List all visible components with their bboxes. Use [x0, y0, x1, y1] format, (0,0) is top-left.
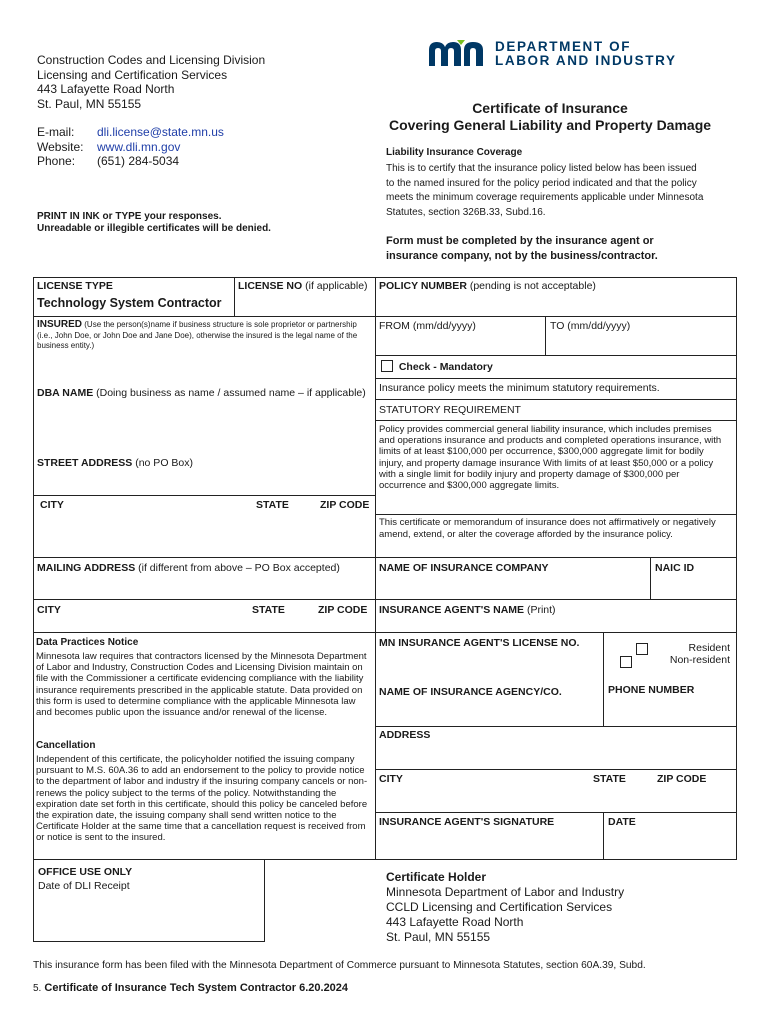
- form-title: [380, 100, 720, 134]
- city2-label[interactable]: CITY: [37, 604, 61, 616]
- must-complete-notice: Form must be completed by the insurance agent or insurance company, not by the business/contractor.: [386, 235, 658, 262]
- mn-dli-logo: [427, 40, 687, 70]
- phone-label: Phone:: [37, 154, 76, 168]
- agent-zip-field[interactable]: ZIP CODE: [657, 773, 707, 785]
- street-note: (no PO Box): [135, 457, 193, 469]
- affirm-text: This certificate or memorandum of insurance does not affirmatively or negatively amend, extend, or alter the coverage afforded by the insurance policy.: [379, 517, 716, 540]
- liability-text: This is to certify that the insurance policy listed below has been issued to the named insured for the policy period indicated and that the policy meets the minimum coverage requirements applicable under Minnesota Statutes, section 326B.33, Subd.16.: [386, 163, 704, 218]
- address-field[interactable]: ADDRESS: [379, 729, 431, 741]
- division-street: 443 Lafayette Road North: [37, 82, 175, 96]
- street-label: STREET ADDRESS: [37, 457, 133, 469]
- data-practices-notice: [36, 637, 368, 718]
- footer-form-line: [33, 982, 348, 995]
- statutory-text: Policy provides commercial general liability insurance, which includes premises and operations insurance and products and completed operations insurance, with limits of at least $100,000 per occurrence, $300,000 aggregate limit for bodily injury, and property damage insurance With limits of at least $50,000 or a policy with a single limit for bodily injury and property damage of $300,000 per occurrence and $300,000 aggregate limits.: [379, 424, 722, 492]
- cancel-text: Independent of this certificate, the policyholder notified the issuing company pursuant to M.S. 60A.36 to add an endorsement to the policy to provide notice to the department of labor and industry if the insuring company cancels or non- renews the policy subject to the terms of the policy. Notwithstanding the expiration date set forth in this certificate, should this policy be canceled before the expiration date, the issuing company shall send written notice to the Certificate Holder at the same time that a cancellation request is received from or notice is sent to the insured.: [36, 754, 368, 844]
- division-address: [37, 53, 337, 111]
- division-city: St. Paul, MN 55155: [37, 96, 142, 111]
- from-date-field[interactable]: FROM (mm/dd/yyyy): [379, 320, 476, 332]
- dba-field[interactable]: [37, 387, 366, 399]
- agency-field[interactable]: NAME OF INSURANCE AGENCY/CO.: [379, 686, 562, 698]
- mn-logo-icon: [427, 40, 489, 68]
- holder-line3: 443 Lafayette Road North: [386, 915, 524, 929]
- footer-subd: 5.: [33, 983, 42, 994]
- mailing-address-field[interactable]: [37, 562, 340, 574]
- certificate-holder: [386, 870, 726, 945]
- filed-notice: This insurance form has been filed with the Minnesota Department of Commerce pursuant to Minnesota Statutes, section 60A.39, Subd.: [33, 960, 646, 971]
- signature-field[interactable]: INSURANCE AGENT'S SIGNATURE: [379, 816, 555, 828]
- agent-name-label: INSURANCE AGENT'S NAME: [379, 604, 525, 616]
- office-note: Date of DLI Receipt: [38, 880, 130, 892]
- logo-line2: LABOR AND INDUSTRY: [495, 53, 677, 68]
- logo-line1: DEPARTMENT OF: [495, 39, 632, 54]
- dp-heading: Data Practices Notice: [36, 637, 139, 648]
- print-notice: [37, 211, 357, 234]
- license-no-field[interactable]: [238, 280, 368, 292]
- email-label: E-mail:: [37, 125, 75, 139]
- website-label: Website:: [37, 139, 84, 154]
- nonresident-label: Non-resident: [669, 654, 730, 666]
- holder-line4: St. Paul, MN 55155: [386, 930, 491, 944]
- insurance-company-field[interactable]: NAME OF INSURANCE COMPANY: [379, 562, 549, 574]
- phone-value: (651) 284-5034: [97, 154, 180, 168]
- office-use-box: [38, 866, 132, 892]
- min-req-text: Insurance policy meets the minimum statutory requirements.: [379, 382, 660, 394]
- agent-name-note: (Print): [526, 604, 556, 616]
- holder-line1: Minnesota Department of Labor and Industry: [386, 885, 625, 899]
- date-field[interactable]: DATE: [608, 816, 636, 828]
- cancel-heading: Cancellation: [36, 740, 96, 751]
- to-date-field[interactable]: TO (mm/dd/yyyy): [550, 320, 631, 332]
- phone-number-field[interactable]: PHONE NUMBER: [608, 684, 695, 696]
- agent-state-field[interactable]: STATE: [593, 773, 626, 785]
- mandatory-checkbox[interactable]: [381, 360, 393, 372]
- print-notice-line1: PRINT IN INK or TYPE your responses.: [37, 211, 222, 222]
- license-type-value[interactable]: Technology System Contractor: [37, 296, 222, 310]
- mailing-note: (if different from above – PO Box accepted): [138, 562, 340, 574]
- title-line2: Covering General Liability and Property Damage: [388, 117, 712, 133]
- cancellation-notice: [36, 740, 368, 844]
- state-label[interactable]: STATE: [256, 499, 289, 511]
- website-link[interactable]: www.dli.mn.gov: [97, 139, 181, 154]
- dp-text: Minnesota law requires that contractors licensed by the Minnesota Department of Labor and Industry, Construction Codes and Licensing Division maintain on file with the Commissioner a certificate evidencing compliance with the liability insurance requirements prescribed in the applicable statute. Data provided on this form is used to determine compliance with the applicable Minnesota law and becomes public upon the issuance and/or renewal of the license.: [36, 651, 367, 719]
- title-line1: Certificate of Insurance: [472, 100, 628, 116]
- insured-note: (Use the person(s)name if business structure is sole proprietor or partnership (i.e., John Doe, or John Doe and Jane Doe), otherwise the insured is the legal name of the business entity.): [37, 320, 358, 350]
- street-address-field[interactable]: [37, 457, 193, 469]
- liability-block: [386, 147, 706, 220]
- check-label: Check - Mandatory: [398, 361, 493, 373]
- mailing-label: MAILING ADDRESS: [37, 562, 136, 574]
- insured-field[interactable]: [37, 320, 371, 352]
- policy-label: POLICY NUMBER: [379, 280, 467, 292]
- print-notice-line2: Unreadable or illegible certificates will be denied.: [37, 222, 271, 234]
- dba-label: DBA NAME: [37, 387, 94, 399]
- city-label[interactable]: CITY: [40, 499, 64, 511]
- email-link[interactable]: dli.license@state.mn.us: [97, 125, 224, 139]
- nonresident-checkbox[interactable]: [620, 656, 632, 668]
- agent-name-field[interactable]: [379, 604, 556, 616]
- policy-note: (pending is not acceptable): [469, 280, 596, 292]
- mandatory-check-row: [381, 360, 493, 373]
- license-type-label: LICENSE TYPE: [37, 280, 113, 292]
- policy-number-field[interactable]: [379, 280, 596, 292]
- holder-heading: Certificate Holder: [386, 870, 487, 884]
- dba-note: (Doing business as name / assumed name – if applicable): [96, 387, 366, 399]
- zip2-label[interactable]: ZIP CODE: [318, 604, 368, 616]
- statutory-label: STATUTORY REQUIREMENT: [379, 404, 521, 416]
- license-no-label: LICENSE NO: [238, 280, 303, 292]
- contact-block: [37, 125, 357, 169]
- division-name: Construction Codes and Licensing Division: [37, 53, 266, 67]
- footer-form-title: Certificate of Insurance Tech System Contractor 6.20.2024: [44, 982, 349, 994]
- resident-checkbox[interactable]: [636, 643, 648, 655]
- holder-line2: CCLD Licensing and Certification Services: [386, 900, 613, 914]
- zip-label[interactable]: ZIP CODE: [320, 499, 370, 511]
- naic-field[interactable]: NAIC ID: [655, 562, 695, 574]
- resident-label: Resident: [688, 642, 730, 654]
- agent-license-field[interactable]: MN INSURANCE AGENT'S LICENSE NO.: [379, 637, 580, 649]
- liability-heading: Liability Insurance Coverage: [386, 147, 523, 158]
- division-unit: Licensing and Certification Services: [37, 67, 228, 82]
- residency-options: [620, 642, 730, 666]
- insured-label: INSURED: [37, 319, 83, 330]
- agent-city-field[interactable]: CITY: [379, 773, 403, 785]
- state2-label[interactable]: STATE: [252, 604, 285, 616]
- office-label: OFFICE USE ONLY: [38, 866, 133, 878]
- license-no-note: (if applicable): [305, 280, 368, 292]
